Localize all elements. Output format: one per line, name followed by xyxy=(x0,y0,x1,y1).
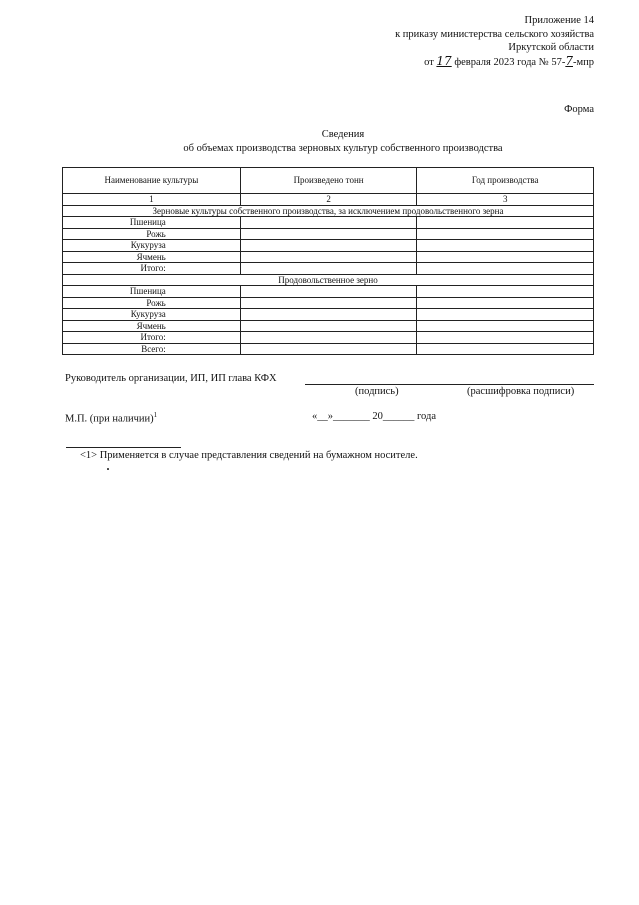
form-label: Форма xyxy=(564,104,594,115)
title-line-2: об объемах производства зерновых культур собственного производства xyxy=(183,142,503,154)
signature-line[interactable] xyxy=(305,384,594,385)
crop-name: Кукуруза xyxy=(63,240,241,252)
stamp-label: М.П. (при наличии) xyxy=(65,413,154,425)
grain-table xyxy=(62,167,594,355)
col-number: 2 xyxy=(240,194,417,206)
tons-cell[interactable] xyxy=(240,286,417,298)
tons-cell[interactable] xyxy=(240,240,417,252)
table-row xyxy=(63,343,594,355)
title-line-1: Сведения xyxy=(321,129,365,140)
year-cell[interactable] xyxy=(417,332,594,344)
crop-name: Итого: xyxy=(63,332,241,344)
footnote-divider xyxy=(66,447,181,448)
year-cell[interactable] xyxy=(417,251,594,263)
table-row xyxy=(63,228,594,240)
year-cell[interactable] xyxy=(417,297,594,309)
year-cell[interactable] xyxy=(417,343,594,355)
year-cell[interactable] xyxy=(417,217,594,229)
crop-name: Ячмень xyxy=(63,320,241,332)
stamp-place xyxy=(65,411,157,425)
crop-name: Рожь xyxy=(63,297,241,309)
tons-cell[interactable] xyxy=(240,251,417,263)
footnote-text: <1> Применяется в случае представления сведений на бумажном носителе. xyxy=(80,450,418,461)
footnote-mark: 1 xyxy=(153,411,158,419)
crop-name: Итого: xyxy=(63,263,241,275)
table-row xyxy=(63,240,594,252)
tons-cell[interactable] xyxy=(240,332,417,344)
table-row xyxy=(63,297,594,309)
tons-cell[interactable] xyxy=(240,263,417,275)
table-row xyxy=(63,320,594,332)
tons-cell[interactable] xyxy=(240,320,417,332)
table-row xyxy=(63,263,594,275)
crop-name: Пшеница xyxy=(63,286,241,298)
section-row-food-grain xyxy=(63,274,594,286)
crop-name: Всего: xyxy=(63,343,241,355)
year-cell[interactable] xyxy=(417,320,594,332)
handwritten-order-number: 7 xyxy=(565,53,573,68)
date-prefix: от xyxy=(424,56,434,68)
tons-cell[interactable] xyxy=(240,309,417,321)
signature-caption: (подпись) xyxy=(355,386,399,397)
tons-cell[interactable] xyxy=(240,228,417,240)
table-row xyxy=(63,251,594,263)
signature-decode-caption: (расшифровка подписи) xyxy=(467,386,575,397)
year-cell[interactable] xyxy=(417,286,594,298)
year-cell[interactable] xyxy=(417,228,594,240)
table-row xyxy=(63,217,594,229)
table-row xyxy=(63,309,594,321)
document-title xyxy=(0,128,639,155)
col-number: 3 xyxy=(417,194,594,206)
tons-cell[interactable] xyxy=(240,217,417,229)
crop-name: Рожь xyxy=(63,228,241,240)
order-suffix: -мпр xyxy=(572,56,594,68)
date-field[interactable]: «__»_______ 20______ года xyxy=(312,411,436,422)
scan-speck xyxy=(107,468,109,470)
crop-name: Ячмень xyxy=(63,251,241,263)
table-header-row xyxy=(63,168,594,194)
table-row xyxy=(63,332,594,344)
col-number: 1 xyxy=(63,194,241,206)
section-row-feed-grain xyxy=(63,205,594,217)
column-number-row xyxy=(63,194,594,206)
year-cell[interactable] xyxy=(417,240,594,252)
appendix-header xyxy=(395,14,594,69)
table-row xyxy=(63,286,594,298)
date-middle: февраля 2023 года № 57- xyxy=(454,56,566,68)
appendix-date-line xyxy=(395,55,594,70)
signatory-label: Руководитель организации, ИП, ИП глава КФХ xyxy=(65,373,277,384)
crop-name: Пшеница xyxy=(63,217,241,229)
section-heading: Зерновые культуры собственного производства, за исключением продовольственного зерна xyxy=(63,205,594,217)
crop-name: Кукуруза xyxy=(63,309,241,321)
header-produced-tons: Произведено тонн xyxy=(240,168,417,194)
header-crop-name: Наименование культуры xyxy=(63,168,241,194)
section-heading: Продовольственное зерно xyxy=(63,274,594,286)
year-cell[interactable] xyxy=(417,309,594,321)
tons-cell[interactable] xyxy=(240,297,417,309)
tons-cell[interactable] xyxy=(240,343,417,355)
appendix-region: Иркутской области xyxy=(508,42,594,54)
appendix-order-ref: к приказу министерства сельского хозяйства xyxy=(395,28,594,40)
year-cell[interactable] xyxy=(417,263,594,275)
header-production-year: Год производства xyxy=(417,168,594,194)
appendix-title: Приложение 14 xyxy=(524,15,594,26)
handwritten-day: 17 xyxy=(436,53,452,68)
